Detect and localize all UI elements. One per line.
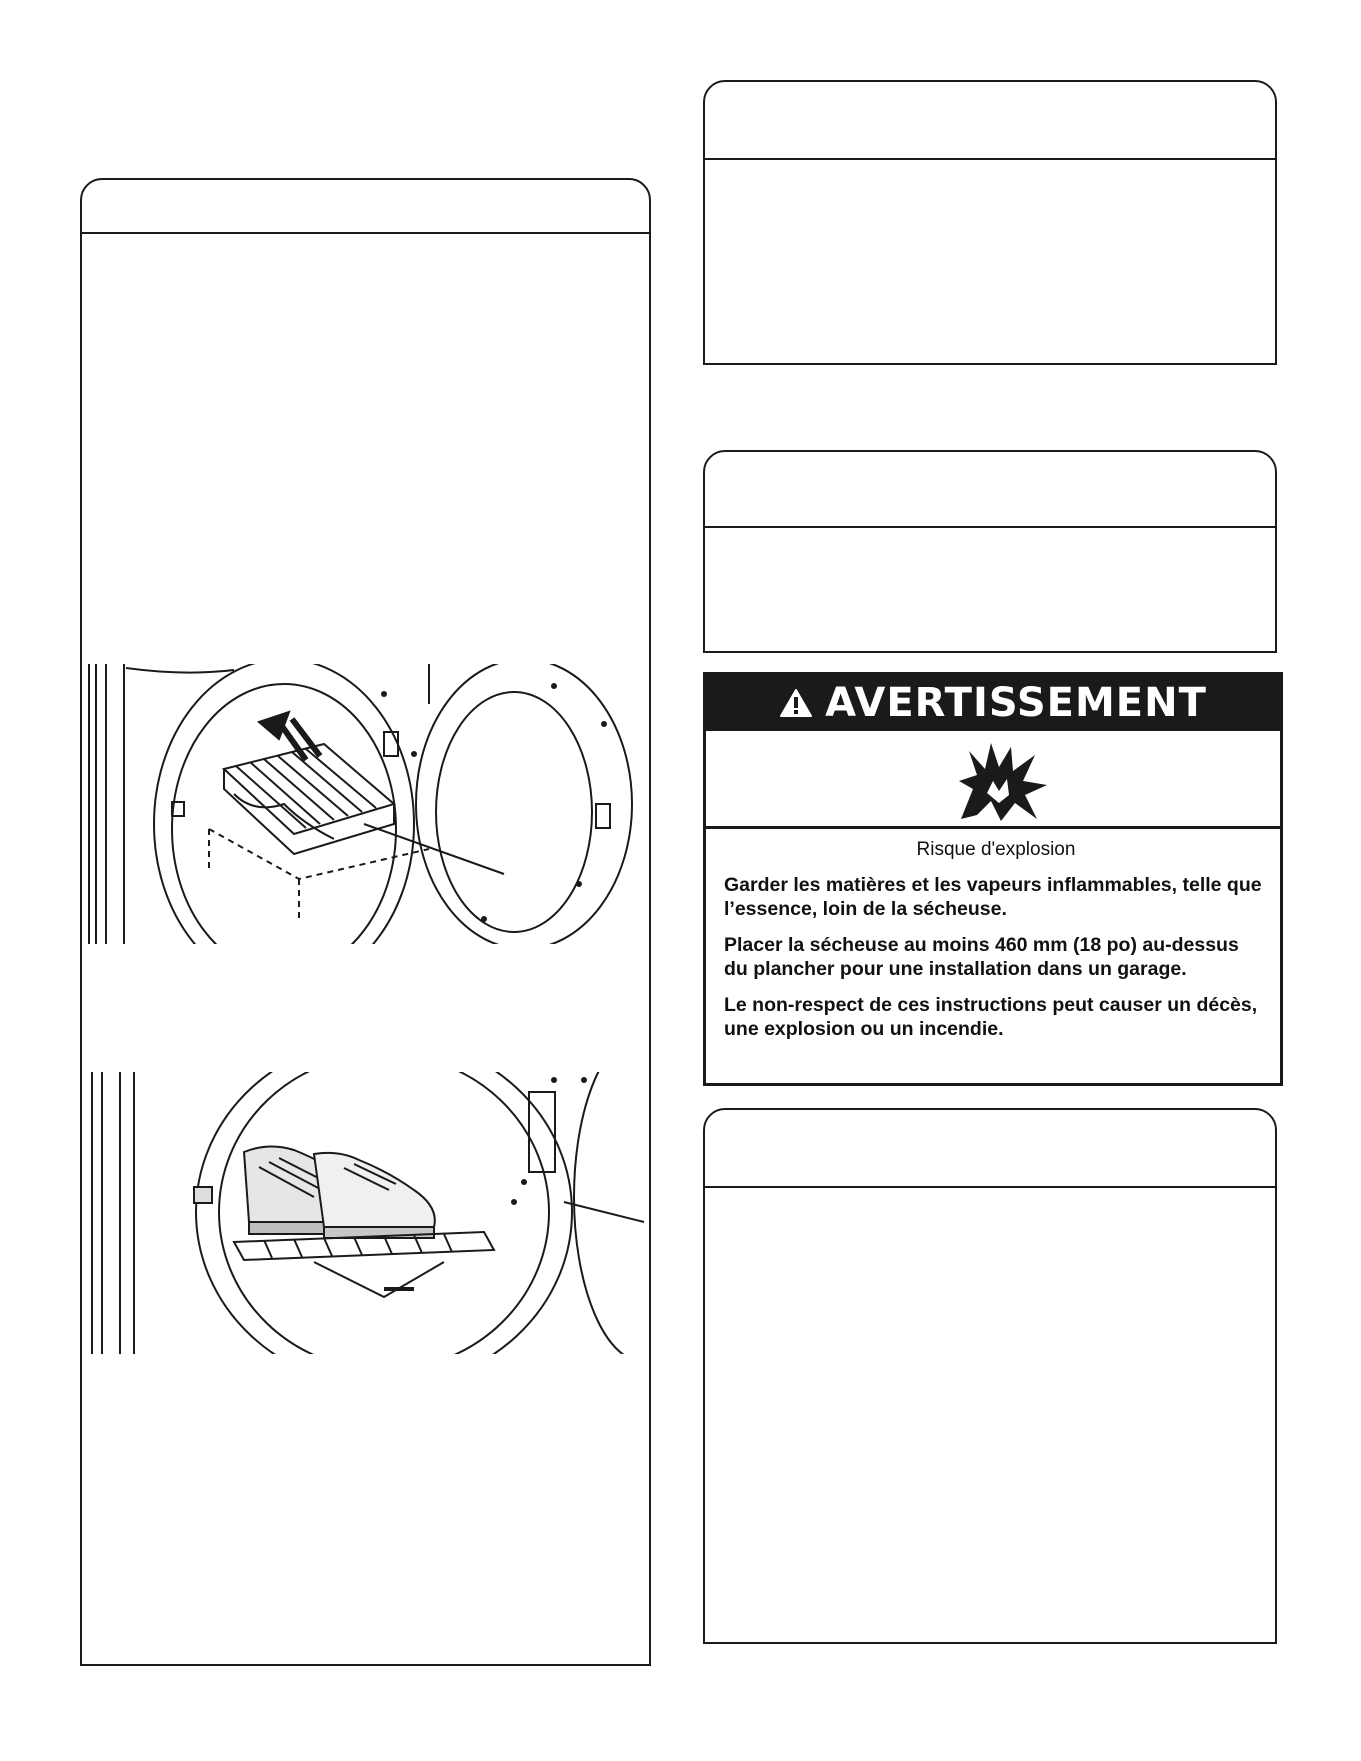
right-middle-section-header bbox=[705, 452, 1275, 528]
warning-paragraph: Le non-respect de ces instructions peut causer un décès, une explosion ou un incendie. bbox=[724, 994, 1258, 1040]
warning-header bbox=[706, 675, 1280, 731]
shoes-on-drying-rack-illustration bbox=[84, 1072, 646, 1354]
warning-text bbox=[724, 839, 1268, 1053]
hazard-type: Risque d'explosion bbox=[916, 839, 1076, 860]
right-bottom-section-header bbox=[705, 1110, 1275, 1188]
shoes-icon bbox=[84, 1072, 646, 1354]
right-top-section-box bbox=[703, 80, 1277, 365]
rack-arrow-icon bbox=[84, 664, 646, 944]
explosion-warning-box bbox=[703, 672, 1283, 1086]
warning-pictogram-band bbox=[706, 731, 1280, 829]
left-section-header bbox=[82, 180, 649, 234]
right-middle-section-box bbox=[703, 450, 1277, 653]
right-top-section-header bbox=[705, 82, 1275, 160]
warning-paragraph: Garder les matières et les vapeurs inflammables, telle que l’essence, loin de la sécheuse. bbox=[724, 874, 1262, 920]
right-bottom-section-box bbox=[703, 1108, 1277, 1644]
warning-triangle-icon bbox=[779, 688, 813, 718]
warning-paragraph: Placer la sécheuse au moins 460 mm (18 po) au-dessus du plancher pour une installation dans un garage. bbox=[724, 934, 1239, 980]
explosion-icon bbox=[951, 741, 1051, 821]
warning-title: AVERTISSEMENT bbox=[825, 680, 1207, 726]
drying-rack-insertion-illustration bbox=[84, 664, 646, 944]
